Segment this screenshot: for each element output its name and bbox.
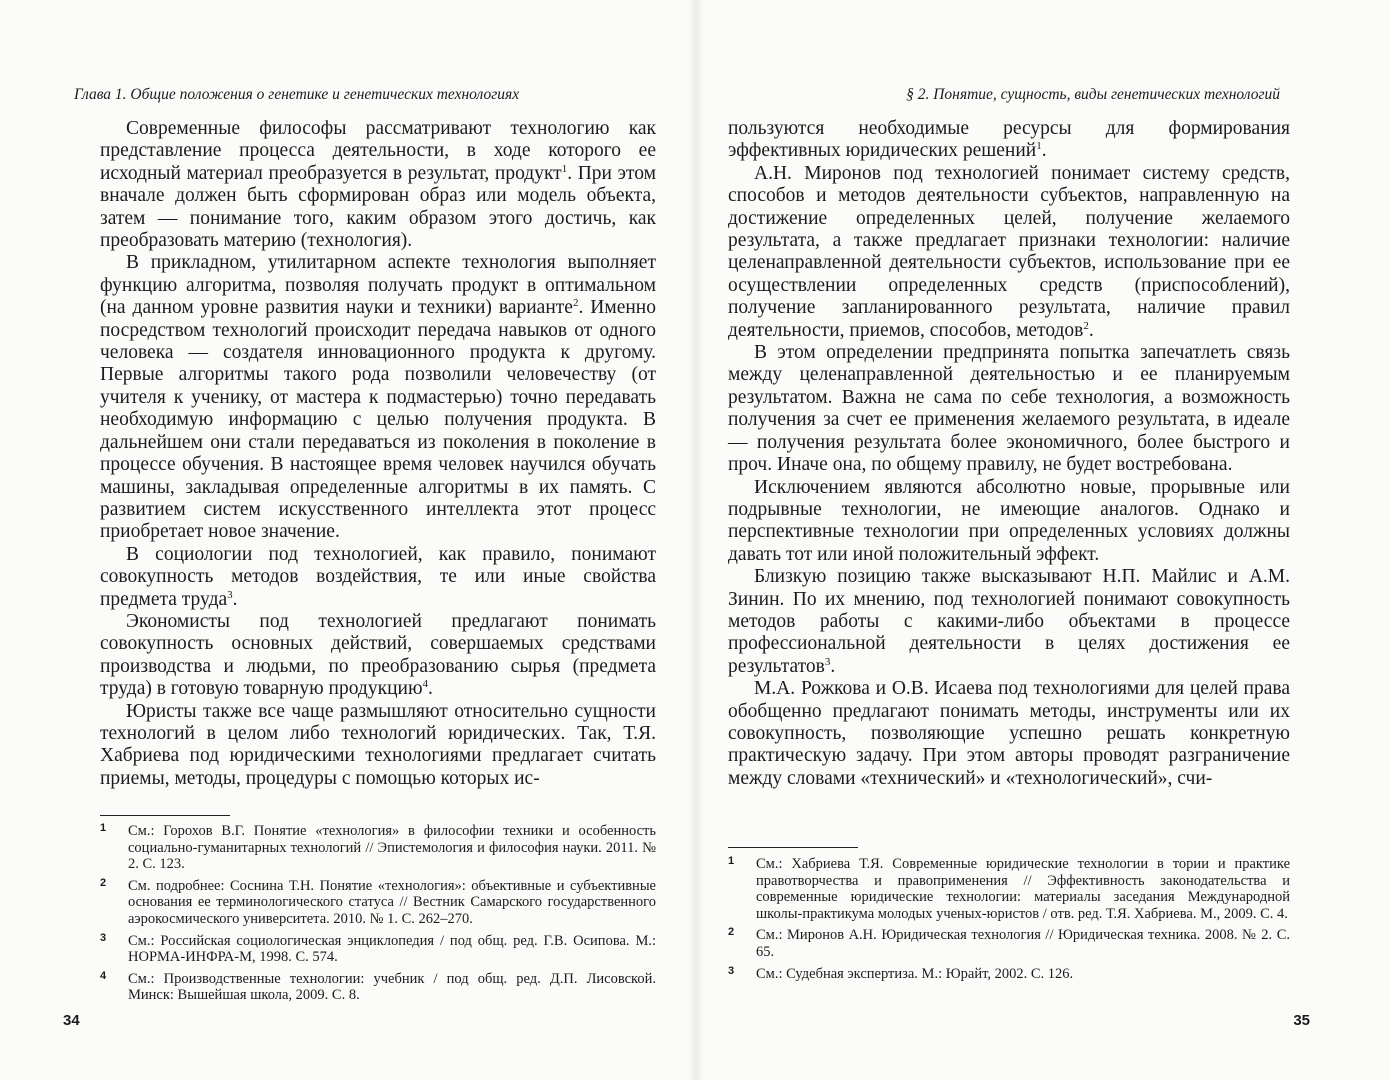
left-page xyxy=(63,0,656,1080)
paragraph: В этом определении предпринята попытка запечатлеть связь между целенаправленной деятельностью и ее планируемым результатом. Важна не сама по себе технология, а возможность получения за счет ее применения желаемого результата, в идеале — получения результата более экономичного, более быстрого и проч. Иначе она, по общему правилу, не будет востребована. xyxy=(728,342,1290,476)
footnote-number: 3 xyxy=(100,931,107,944)
footnote-text: См.: Судебная экспертиза. М.: Юрайт, 2002. С. 126. xyxy=(756,965,1074,982)
paragraph: Экономисты под технологией предлагают понимать совокупность основных действий, совершаемых средствами производства и людьми, по преобразованию сырья (предмета труда) в готовую товарную продукцию$^4$. xyxy=(100,610,656,700)
footnote xyxy=(100,933,656,966)
page-number-right: 35 xyxy=(1293,1012,1310,1029)
footnote-ref[interactable]: 3 xyxy=(824,655,831,668)
paragraph: Юристы также все чаще размышляют относительно сущности технологий в целом либо технологий юридических. Так, Т.Я. Хабриева под юридическими технологиями предлагает считать приемы, методы, процедуры с помощью которых ис- xyxy=(100,700,656,789)
footnote-ref[interactable]: 2 xyxy=(572,297,579,310)
paragraph: Исключением являются абсолютно новые, прорывные или подрывные технологии, не имеющие аналогов. Однако и перспективные технологии при определенных условиях должны давать тот или иной положительный эффект. xyxy=(728,476,1290,565)
footnote-text: См. подробнее: Соснина Т.Н. Понятие «технология»: объективные и субъективные основания ее терминологического статуса // Вестник Самарского государственного аэрокосмического университета. 2010. № 1. С. 262–270. xyxy=(128,877,656,927)
paragraph: Современные философы рассматривают технологию как представление процесса деятельности, в ходе которого ее исходный материал преобразуется в результат, продукт$^1$. При этом вначале должен быть сформирован образ или модель объекта, затем — понимание того, каким образом этого достичь, как преобразовать материю (технология). xyxy=(100,118,656,252)
footnotes-left xyxy=(100,823,656,1009)
footnote-number: 1 xyxy=(100,822,107,834)
footnote-text: См.: Российская социологическая энциклопедия / под общ. ред. Г.В. Осипова. М.: НОРМА-ИНФРА-М, 1998. С. 574. xyxy=(128,932,656,966)
footnote xyxy=(728,927,1290,960)
footnote-ref[interactable]: 4 xyxy=(422,678,429,691)
footnote-text: См.: Хабриева Т.Я. Современные юридические технологии в тории и практике правотворчества и правоприменения // Эффективность законодательства и современные юридические технологии: материалы заседания Международной школы-практикума молодых ученых-юристов / отв. ред. Т.Я. Хабриева. М., 2009. С. 4. xyxy=(756,856,1290,922)
footnote-ref[interactable]: 1 xyxy=(1036,140,1042,153)
footnote xyxy=(728,856,1290,922)
book-gutter xyxy=(688,0,704,1080)
paragraph: Близкую позицию также высказывают Н.П. Майлис и А.М. Зинин. По их мнению, под технологией понимают совокупность методов работы с какими-либо объектами в процессе профессиональной деятельности в целях достижения ее результатов$^3$. xyxy=(728,566,1290,677)
footnote xyxy=(728,966,1290,983)
footnote-separator xyxy=(728,847,858,848)
footnotes-right xyxy=(728,856,1290,987)
footnote xyxy=(100,823,656,873)
footnote-text: См.: Горохов В.Г. Понятие «технология» в философии техники и особенность социально-гуманитарных технологий // Эпистемология и философия науки. 2011. № 2. С. 123. xyxy=(128,823,656,873)
footnote-text: См.: Миронов А.Н. Юридическая технология // Юридическая техника. 2008. № 2. С. 65. xyxy=(756,927,1290,960)
footnote-number: 3 xyxy=(728,964,735,977)
footnote-number: 2 xyxy=(728,926,735,939)
footnote xyxy=(100,971,656,1004)
footnote xyxy=(100,878,656,928)
paragraph: А.Н. Миронов под технологией понимает систему средств, способов и методов деятельности субъектов, направленную на достижение определенных целей, получение желаемого результата, а также предлагает признаки технологии: наличие целенаправленной деятельности субъектов, использование при ее осуществлении определенных средств (приспособлений), получение запланированного результата, наличие правил деятельности, приемов, способов, методов$^2$. xyxy=(728,162,1290,341)
footnote-number: 1 xyxy=(728,855,735,867)
footnote-number: 2 xyxy=(100,876,107,889)
footnote-separator xyxy=(100,815,230,816)
paragraph: М.А. Рожкова и О.В. Исаева под технологиями для целей права обобщенно предлагают понимать методы, инструменты или их совокупность, позволяющие успешно решать конкретную практическую задачу. При этом авторы проводят разграничение между словами «технический» и «технологический», счи- xyxy=(728,678,1290,789)
paragraph: В прикладном, утилитарном аспекте технология выполняет функцию алгоритма, позволяя получать продукт в оптимальном (на данном уровне развития науки и техники) варианте$^2$. Именно посредством технологий происходит передача навыков от одного человека — создателя инновационного продукта к другому. Первые алгоритмы такого рода позволили человечеству (от учителя к ученику, от мастера к подмастерью) точно передавать необходимую информацию с целью получения продукта. В дальнейшем они стали передаваться из поколения в поколение в процессе обучения. В настоящее время человек научился обучать машины, закладывая определенные алгоритмы в их память. С развитием систем искусственного интеллекта этот процесс приобретает новое значение. xyxy=(100,252,656,543)
right-page-body xyxy=(728,118,1290,790)
footnote-number: 4 xyxy=(100,969,107,982)
footnote-ref[interactable]: 1 xyxy=(561,162,568,175)
running-head-left: Глава 1. Общие положения о генетике и генетических технологиях xyxy=(74,86,520,103)
paragraph-continued: пользуются необходимые ресурсы для формирования эффективных юридических решений$^1$. xyxy=(728,118,1290,162)
paragraph: В социологии под технологией, как правило, понимают совокупность методов воздействия, те или иные свойства предмета труда$^3$. xyxy=(100,543,656,610)
footnote-ref[interactable]: 2 xyxy=(1083,319,1089,332)
running-head-right: § 2. Понятие, сущность, виды генетических технологий xyxy=(906,86,1280,103)
page-number-left: 34 xyxy=(63,1012,80,1029)
left-page-body xyxy=(100,118,656,790)
footnote-ref[interactable]: 3 xyxy=(227,588,233,601)
footnote-text: См.: Производственные технологии: учебник / под общ. ред. Д.П. Лисовской. Минск: Вышейшая школа, 2009. С. 8. xyxy=(128,970,656,1004)
right-page xyxy=(728,0,1310,1080)
